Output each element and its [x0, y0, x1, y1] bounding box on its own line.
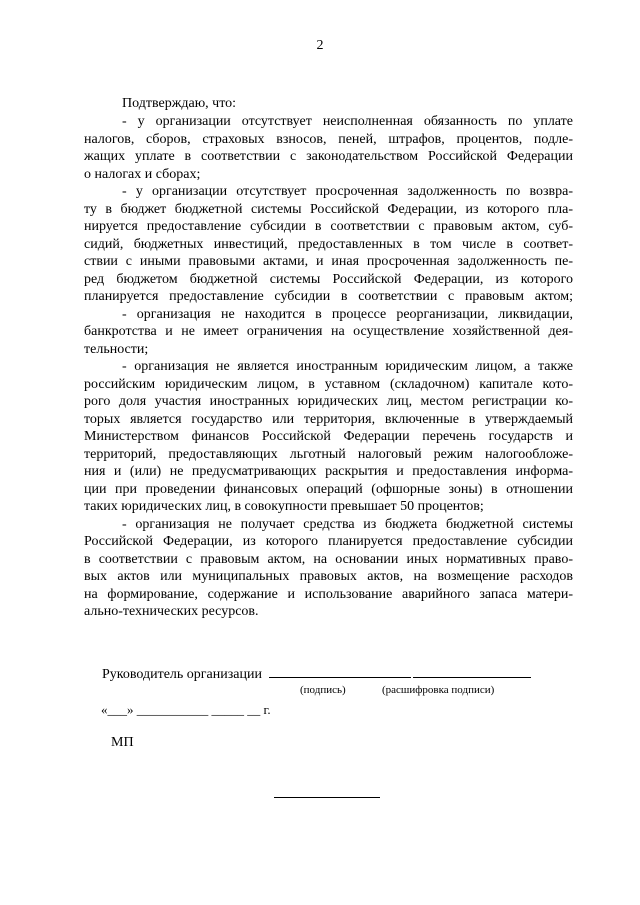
signature-label: Руководитель организации [102, 667, 262, 682]
body-line: нируется предоставление субсидии в соответствии с правовым актом, суб- [84, 219, 573, 234]
body-line: ально-технических ресурсов. [84, 604, 259, 619]
body-line: жащих уплате в соответствии с законодательством Российской Федерации [84, 149, 573, 164]
signature-row [102, 665, 531, 683]
body-line: Министерством финансов Российской Федерации перечень государств и [84, 429, 573, 444]
body-line: ния и (или) не предусматривающих раскрытия и предоставления информа- [84, 464, 573, 479]
body-line: сидий, бюджетных инвестиций, предоставленных в том числе в соответ- [84, 236, 573, 252]
body-line: территорий, предоставляющих льготный налоговый режим налогообложе- [84, 446, 573, 462]
body-line: тельности; [84, 341, 149, 357]
intro-text: Подтверждаю, что: [122, 96, 237, 111]
body-line: таких юридических лиц, в совокупности превышает 50 процентов; [84, 499, 484, 514]
signature-blank[interactable] [269, 665, 411, 678]
document-body [84, 113, 573, 621]
footer-rule [274, 797, 380, 798]
body-line: на формирование, содержание и использование аварийного запаса матери- [84, 586, 573, 602]
body-line: ту в бюджет бюджетной системы Российской Федерации, из которого пла- [84, 201, 573, 217]
body-line: торых является государство или территория, включенные в утверждаемый [84, 411, 573, 427]
body-line: вых актов или муниципальных правовых актов, на возмещение расходов [84, 569, 573, 584]
body-line: - у организации отсутствует неисполненная обязанность по уплате [122, 114, 573, 129]
body-line: - организация не получает средства из бюджета бюджетной системы [122, 516, 573, 532]
body-line: о налогах и сборах; [84, 166, 201, 182]
signature-decoding-blank[interactable] [413, 665, 531, 678]
body-line: - организация не находится в процессе реорганизации, ликвидации, [122, 306, 573, 322]
body-line: планируется предоставление субсидии в соответствии с правовым актом; [84, 289, 573, 304]
body-line: в соответствии с правовым актом, на основании иных нормативных право- [84, 551, 573, 567]
body-line: рого доля участия иностранных юридических лиц, местом регистрации ко- [84, 394, 573, 409]
date-line: «___» ___________ _____ __ г. [101, 702, 271, 717]
body-line: Российской Федерации, из которого планируется предоставление субсидии [84, 534, 573, 549]
body-line: - у организации отсутствует просроченная задолженность по возвра- [122, 184, 573, 199]
stamp-label: МП [111, 735, 134, 750]
page-number: 2 [316, 38, 324, 53]
body-line: ствии с иными правовыми актами, и иная просроченная задолженность пе- [84, 254, 573, 269]
body-line: налогов, сборов, страховых взносов, пеней, штрафов, процентов, подле- [84, 131, 573, 147]
body-line: банкротства и не имеет ограничения на осуществление хозяйственной дея- [84, 324, 573, 339]
body-line: - организация не является иностранным юридическим лицом, а также [122, 359, 573, 374]
signature-caption: (подпись) [300, 684, 346, 696]
body-line: российским юридическим лицом, в уставном (складочном) капитале кото- [84, 376, 573, 392]
body-line: ред бюджетом бюджетной системы Российской Федерации, из которого [84, 271, 573, 287]
signature-decoding-caption: (расшифровка подписи) [382, 684, 495, 696]
body-line: ции при проведении финансовых операций (офшорные зоны) в отношении [84, 481, 573, 497]
